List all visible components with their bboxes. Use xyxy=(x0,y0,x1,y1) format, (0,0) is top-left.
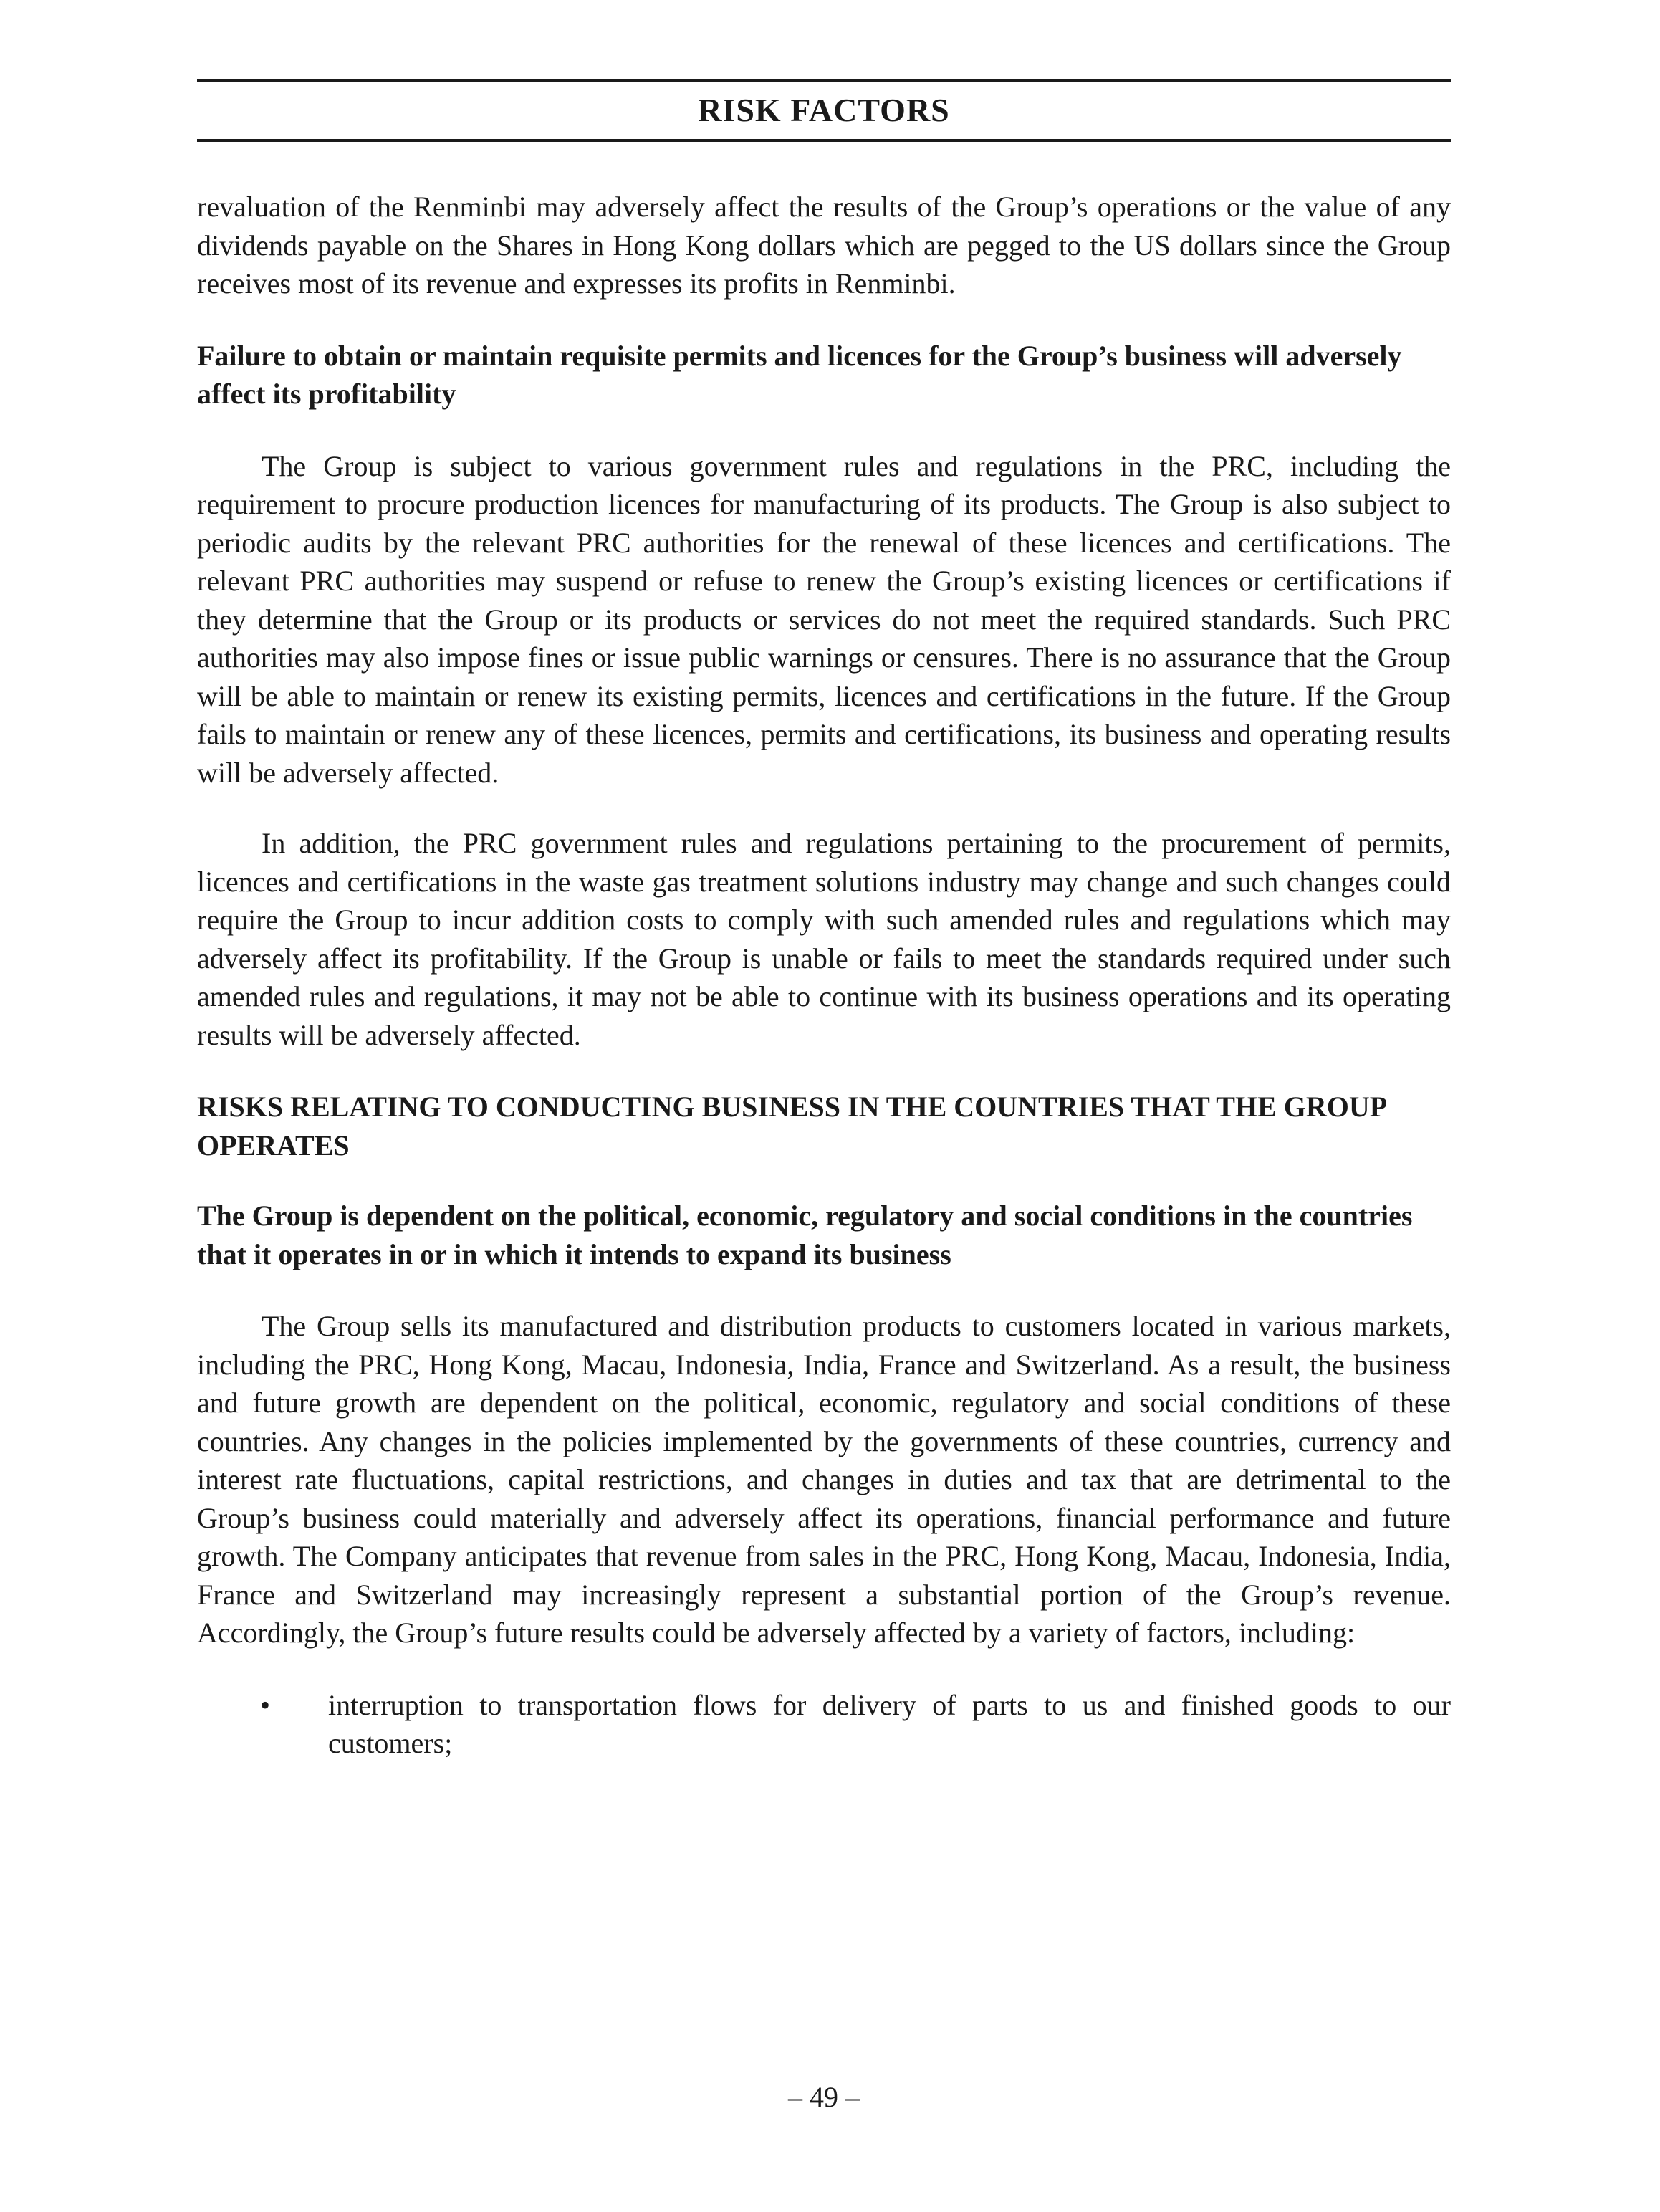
list-item-text: interruption to transportation flows for delivery of parts to us and finished goods to our customers; xyxy=(328,1688,1451,1759)
paragraph-permits-1: The Group is subject to various government rules and regulations in the PRC, including the requirement to procure production licences for manufacturing of its products. The Group is also subject to periodic audits by the relevant PRC authorities for the renewal of these licences and certifications. The relevant PRC authorities may suspend or refuse to renew the Group’s existing licences or certifications if they determine that the Group or its products or services do not meet the required standards. Such PRC authorities may also impose fines or issue public warnings or censures. There is no assurance that the Group will be able to maintain or renew its existing permits, licences and certifications in the future. If the Group fails to maintain or renew any of these licences, permits and certifications, its business and operating results will be adversely affected. xyxy=(197,449,1451,789)
paragraph-permits-2: In addition, the PRC government rules and regulations pertaining to the procurement of permits, licences and certifications in the waste gas treatment solutions industry may change and such changes could require the Group to incur addition costs to comply with such amended rules and regulations which may adversely affect its profitability. If the Group is unable or fails to meet the standards required under such amended rules and regulations, it may not be able to continue with its business operations and its operating results will be adversely affected. xyxy=(197,827,1451,1051)
header-top-rule xyxy=(197,79,1451,82)
bullet-icon: • xyxy=(260,1688,271,1721)
heading-permits: Failure to obtain or maintain requisite permits and licences for the Group’s business will adversely affect its profitability xyxy=(197,339,1402,410)
page-title: RISK FACTORS xyxy=(698,92,950,128)
bullet-list xyxy=(197,1686,1451,1763)
heading-dependent: The Group is dependent on the political, economic, regulatory and social conditions in the countries that it operates in or in which it intends to expand its business xyxy=(197,1200,1413,1270)
list-item xyxy=(197,1686,1451,1763)
paragraph-markets: The Group sells its manufactured and distribution products to customers located in various markets, including the PRC, Hong Kong, Macau, Indonesia, India, France and Switzerland. As a result, the business and future growth are dependent on the political, economic, regulatory and social conditions of these countries. Any changes in the policies implemented by the governments of these countries, currency and interest rate fluctuations, capital restrictions, and changes in duties and tax that are detrimental to the Group’s business could materially and adversely affect its operations, financial performance and future growth. The Company anticipates that revenue from sales in the PRC, Hong Kong, Macau, Indonesia, India, France and Switzerland may increasingly represent a substantial portion of the Group’s revenue. Accordingly, the Group’s future results could be adversely affected by a variety of factors, including: xyxy=(197,1310,1451,1649)
page-number: – 49 – xyxy=(788,2081,860,2113)
document-body xyxy=(197,188,1451,1763)
header-bottom-rule xyxy=(197,139,1451,142)
paragraph-revaluation: revaluation of the Renminbi may adversely affect the results of the Group’s operations or the value of any dividends payable on the Shares in Hong Kong dollars which are pegged to the US dollars since the Group receives most of its revenue and expresses its profits in Renminbi. xyxy=(197,191,1451,300)
section-heading: RISKS RELATING TO CONDUCTING BUSINESS IN THE COUNTRIES THAT THE GROUP OPERATES xyxy=(197,1091,1386,1162)
